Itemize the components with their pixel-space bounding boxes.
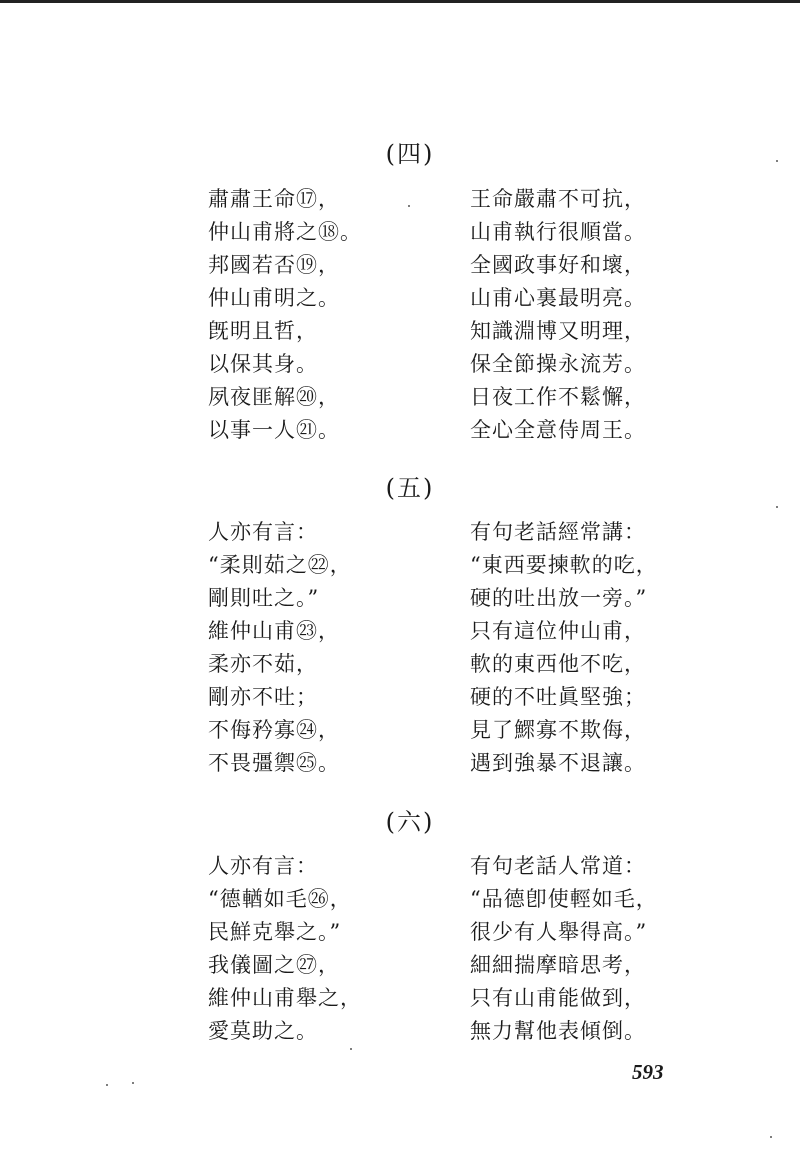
section-heading-6: (六) xyxy=(385,808,435,836)
original-line: 夙夜匪解⑳， xyxy=(208,385,340,409)
original-line: 不畏彊禦㉕。 xyxy=(208,751,340,775)
scan-speck xyxy=(776,160,778,162)
scan-speck xyxy=(408,205,410,207)
original-line: “柔則茹之㉒， xyxy=(208,553,352,577)
page-number: 593 xyxy=(632,1060,664,1084)
original-line: 愛莫助之。 xyxy=(208,1019,318,1043)
translation-line: 日夜工作不鬆懈， xyxy=(470,385,646,409)
translation-line: 無力幫他表傾倒。 xyxy=(470,1019,646,1043)
translation-line: 王命嚴肅不可抗， xyxy=(470,187,646,211)
translation-line: 細細揣摩暗思考， xyxy=(470,953,646,977)
translation-line: 知識淵博又明理， xyxy=(470,319,646,343)
translation-line: 只有山甫能做到， xyxy=(470,986,646,1010)
scan-speck xyxy=(776,506,778,508)
translation-line: 只有這位仲山甫， xyxy=(470,619,646,643)
translation-line: 硬的吐出放一旁。” xyxy=(470,586,648,610)
original-line: 維仲山甫舉之， xyxy=(208,986,362,1010)
original-line: 肅肅王命⑰， xyxy=(208,187,340,211)
original-line: 旣明且哲， xyxy=(208,319,318,343)
translation-line: 軟的東西他不吃， xyxy=(470,652,646,676)
original-line: 柔亦不茹， xyxy=(208,652,318,676)
original-line: 仲山甫明之。 xyxy=(208,286,340,310)
original-line: 剛亦不吐； xyxy=(208,685,318,709)
original-line: 仲山甫將之⑱。 xyxy=(208,220,362,244)
translation-line: 保全節操永流芳。 xyxy=(470,352,646,376)
translation-line: 有句老話人常道： xyxy=(470,854,646,878)
translation-line: 很少有人舉得高。” xyxy=(470,920,648,944)
translation-line: 硬的不吐眞堅強； xyxy=(470,685,646,709)
original-line: 民鮮克舉之。” xyxy=(208,920,342,944)
scan-speck xyxy=(132,1082,134,1084)
scan-speck xyxy=(350,1048,352,1050)
original-line: 維仲山甫㉓， xyxy=(208,619,340,643)
translation-line: 全心全意侍周王。 xyxy=(470,418,646,442)
original-line: “德輶如毛㉖， xyxy=(208,887,352,911)
section-heading-5: (五) xyxy=(385,474,435,502)
original-line: 剛則吐之。” xyxy=(208,586,320,610)
translation-line: 遇到強暴不退讓。 xyxy=(470,751,646,775)
translation-line: 有句老話經常講： xyxy=(470,520,646,544)
section-heading-4: (四) xyxy=(385,140,435,168)
original-line: 以事一人㉑。 xyxy=(208,418,340,442)
original-line: 人亦有言： xyxy=(208,520,318,544)
original-line: 人亦有言： xyxy=(208,854,318,878)
scan-speck xyxy=(770,1136,772,1138)
original-line: 邦國若否⑲， xyxy=(208,253,340,277)
translation-line: 山甫執行很順當。 xyxy=(470,220,646,244)
translation-line: “東西要揀軟的吃， xyxy=(470,553,658,577)
translation-line: 全國政事好和壞， xyxy=(470,253,646,277)
original-line: 不侮矜寡㉔， xyxy=(208,718,340,742)
top-border-line xyxy=(0,0,800,3)
original-line: 我儀圖之㉗， xyxy=(208,953,340,977)
translation-line: 見了鰥寡不欺侮， xyxy=(470,718,646,742)
original-line: 以保其身。 xyxy=(208,352,318,376)
scan-speck xyxy=(106,1084,108,1086)
translation-line: “品德卽使輕如毛， xyxy=(470,887,658,911)
translation-line: 山甫心裏最明亮。 xyxy=(470,286,646,310)
